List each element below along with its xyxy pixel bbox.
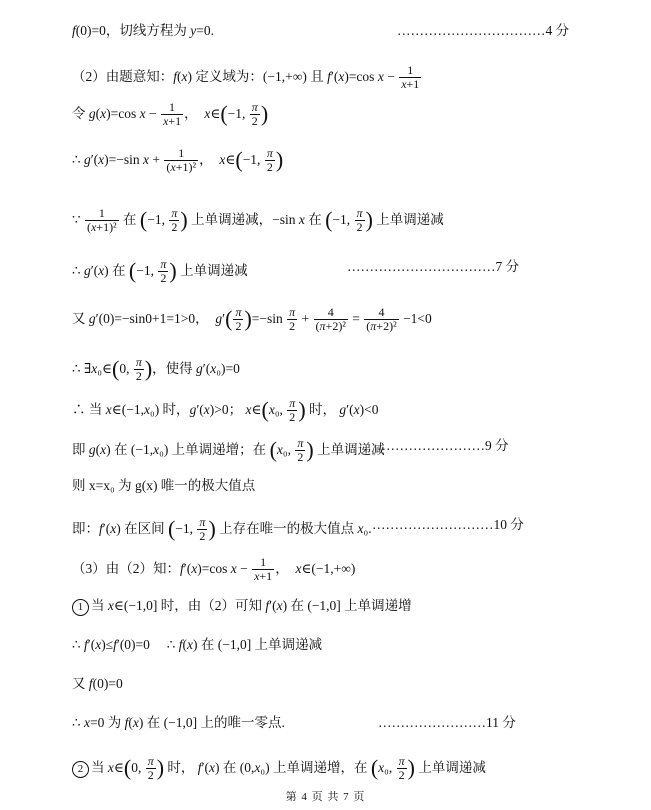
fraction: $\frac{1}{x+1}$	[401, 63, 420, 91]
solution-line-14	[72, 597, 611, 616]
solution-line-11	[72, 477, 611, 495]
line-text: 1 当 x∈(−1,0] 时，由（2）可知 f′(x) 在 (−1,0] 上单调递增	[72, 598, 412, 613]
solution-line-4	[72, 147, 611, 174]
solution-line-9	[72, 397, 611, 424]
line-text: ∴ g′(x)=−sin x + $\frac{1}{\text{(x+1)²}}$ ， x∈(−1, $\frac{\pi}{2}$ )	[72, 146, 284, 174]
line-text: 又 f(0)=0	[72, 676, 123, 691]
line-text: （3）由（2）知：f′(x)=cos x − $\frac{1}{x+1}$ ， x∈(−1,+∞)	[72, 555, 356, 583]
score-marker: ……………………11 分	[378, 715, 516, 730]
solution-line-10	[72, 437, 611, 464]
line-text: ∴ f′(x)≤f′(0)=0 ∴ f(x) 在 (−1,0] 上单调递减	[72, 637, 323, 652]
score-marker: ……………………9 分	[377, 438, 509, 453]
solution-line-1	[72, 22, 611, 40]
line-text: 令 g(x)=cos x − $\frac{1}{x+1}$ ， x∈(−1, $\frac{\pi}{2}$ )	[72, 100, 269, 128]
solution-line-15	[72, 636, 611, 654]
line-text: ∴ x=0 为 f(x) 在 (−1,0] 上的唯一零点.	[72, 715, 285, 730]
page-footer: 第 4 页 共 7 页	[285, 791, 366, 803]
line-text: （2）由题意知：f(x) 定义域为：(−1,+∞) 且 f′(x)=cos x − $\frac{1}{x+1}$	[72, 63, 420, 91]
line-text: 即 g(x) 在 (−1,x₀) 上单调递增；在 (x₀, $\frac{\pi}{2}$ ) 上单调递减	[72, 436, 385, 464]
line-text: ∵ $\frac{1}{\text{(x+1)²}}$ 在 (−1, $\frac{\pi}{2}$ ) 上单调递减，−sin x 在 (−1, $\frac{\pi}{2}$ ) 上单调递减	[72, 206, 444, 234]
solution-line-12	[72, 516, 611, 543]
solution-line-13	[72, 556, 611, 583]
score-marker: ……………………………4 分	[397, 23, 570, 38]
solution-line-5	[72, 207, 611, 234]
score-marker: ………………………10 分	[372, 517, 524, 532]
line-text: ∴ 当 x∈(−1,x₀) 时，g′(x)>0； x∈(x₀, $\frac{\pi}{2}$ ) 时， g′(x)<0	[72, 396, 379, 424]
solution-line-16	[72, 675, 611, 693]
line-text: ∴ g′(x) 在 (−1, $\frac{\pi}{2}$ ) 上单调递减	[72, 257, 248, 285]
solution-line-7	[72, 306, 611, 333]
solution-line-8	[72, 356, 611, 383]
solution-line-3	[72, 101, 611, 128]
line-text: 又 g′(0)=−sin0+1=1>0， g′( $\frac{\pi}{2}$ )=−sin $\frac{\pi}{2}$ + $\frac{4}{\text{(π+2)²}}$ = $\frac{4}{\text{(π+2)²}}$ −1<0	[72, 305, 432, 333]
solution-line-6	[72, 258, 611, 285]
solution-line-17	[72, 714, 611, 732]
line-text: f(0)=0，切线方程为 y=0.	[72, 23, 214, 38]
solution-line-2	[72, 64, 611, 91]
line-text: 即：f′(x) 在区间 (−1, $\frac{\pi}{2}$ ) 上存在唯一的极大值点 x₀.	[72, 515, 372, 543]
line-text: 则 x=x₀ 为 g(x) 唯一的极大值点	[72, 478, 256, 493]
line-text: ∴ ∃x₀∈(0, $\frac{\pi}{2}$ )，使得 g′(x₀)=0	[72, 355, 240, 383]
score-marker: ……………………………7 分	[347, 259, 520, 274]
line-text: 2 当 x∈(0, $\frac{\pi}{2}$ ) 时， f′(x) 在 (0,x₀) 上单调递增，在 (x₀, $\frac{\pi}{2}$ ) 上单调递减	[72, 760, 486, 775]
solution-line-18	[72, 755, 611, 782]
